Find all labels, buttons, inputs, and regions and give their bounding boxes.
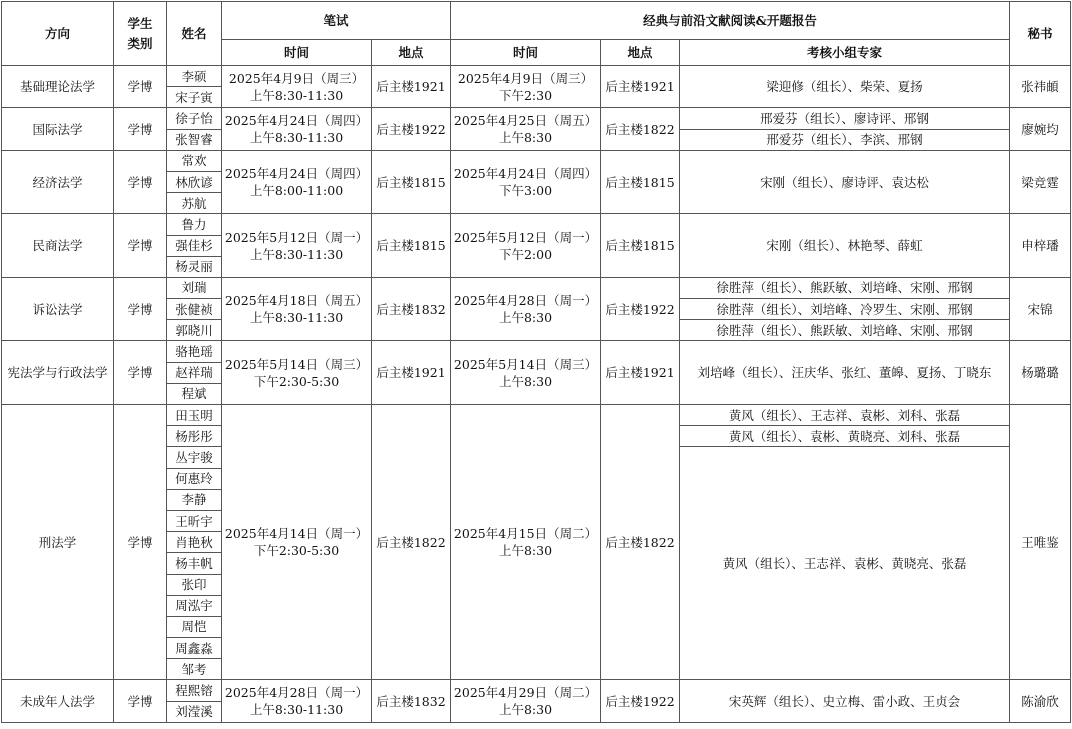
written-time-line: 2025年4月9日（周三） — [228, 70, 365, 86]
student-type-cell: 学博 — [114, 66, 167, 108]
written-time-cell — [222, 150, 372, 214]
classic-time-cell — [451, 108, 601, 150]
name-cell: 刘滢溪 — [167, 701, 222, 722]
written-time-line: 2025年4月28日（周一） — [224, 685, 369, 701]
header-name: 姓名 — [167, 2, 222, 66]
written-time-line: 上午8:30-11:30 — [249, 702, 344, 718]
direction-cell: 未成年人法学 — [2, 680, 114, 722]
experts-cell: 宋英辉（组长）、史立梅、雷小政、王贞会 — [680, 680, 1010, 722]
written-place-cell: 后主楼1815 — [372, 150, 451, 214]
experts-cell: 邢爱芬（组长）、李滨、邢钢 — [680, 129, 1010, 150]
secretary-cell: 王唯鉴 — [1010, 405, 1071, 680]
experts-cell: 宋刚（组长）、廖诗评、袁达松 — [680, 150, 1010, 214]
written-time-cell — [222, 405, 372, 680]
student-type-cell: 学博 — [114, 277, 167, 341]
name-cell: 刘瑞 — [167, 277, 222, 298]
written-time-cell — [222, 66, 372, 108]
table-row — [2, 680, 1071, 701]
secretary-cell: 杨璐璐 — [1010, 341, 1071, 405]
name-cell: 邹考 — [167, 659, 222, 680]
classic-time-line: 2025年4月24日（周四） — [453, 166, 598, 182]
header-experts: 考核小组专家 — [680, 40, 1010, 66]
written-place-cell: 后主楼1922 — [372, 108, 451, 150]
written-time-cell — [222, 277, 372, 341]
header-direction: 方向 — [2, 2, 114, 66]
classic-place-cell: 后主楼1815 — [601, 150, 680, 214]
name-cell: 张智睿 — [167, 129, 222, 150]
header-place2: 地点 — [601, 40, 680, 66]
name-cell: 张印 — [167, 574, 222, 595]
name-cell: 李硕 — [167, 66, 222, 87]
secretary-cell: 宋锦 — [1010, 277, 1071, 341]
experts-cell: 徐胜萍（组长）、熊跃敏、刘培峰、宋刚、邢钢 — [680, 320, 1010, 341]
classic-time-line: 上午8:30 — [498, 130, 553, 146]
table-body — [2, 66, 1071, 723]
direction-cell: 宪法学与行政法学 — [2, 341, 114, 405]
experts-cell: 刘培峰（组长）、汪庆华、张红、董皞、夏扬、丁晓东 — [680, 341, 1010, 405]
direction-cell: 基础理论法学 — [2, 66, 114, 108]
classic-time-line: 下午3:00 — [498, 183, 553, 199]
name-cell: 骆艳瑶 — [167, 341, 222, 362]
header-time: 时间 — [222, 40, 372, 66]
name-cell: 周恺 — [167, 616, 222, 637]
classic-time-line: 上午8:30 — [498, 543, 553, 559]
written-time-line: 2025年5月12日（周一） — [224, 229, 369, 245]
classic-time-line: 下午2:30 — [498, 87, 553, 103]
name-cell: 何惠玲 — [167, 468, 222, 489]
experts-cell: 黄风（组长）、袁彬、黄晓亮、刘科、张磊 — [680, 426, 1010, 447]
name-cell: 丛宇骏 — [167, 447, 222, 468]
student-type-cell: 学博 — [114, 341, 167, 405]
classic-time-line: 上午8:30 — [498, 702, 553, 718]
written-place-cell: 后主楼1921 — [372, 341, 451, 405]
name-cell: 杨彤彤 — [167, 426, 222, 447]
name-cell: 周泓宇 — [167, 595, 222, 616]
classic-time-cell — [451, 150, 601, 214]
header-classic: 经典与前沿文献阅读&开题报告 — [451, 2, 1010, 40]
written-time-cell — [222, 108, 372, 150]
written-time-cell — [222, 680, 372, 722]
table-row — [2, 108, 1071, 129]
experts-cell: 宋刚（组长）、林艳琴、薛虹 — [680, 214, 1010, 278]
classic-place-cell: 后主楼1922 — [601, 680, 680, 722]
written-time-line: 2025年4月14日（周一） — [224, 526, 369, 542]
header-student-type — [114, 2, 167, 66]
classic-place-cell: 后主楼1921 — [601, 66, 680, 108]
written-time-line: 上午8:30-11:30 — [249, 310, 344, 326]
classic-time-line: 2025年4月29日（周二） — [453, 685, 598, 701]
classic-place-cell: 后主楼1922 — [601, 277, 680, 341]
table-row — [2, 341, 1071, 362]
header-place: 地点 — [372, 40, 451, 66]
student-type-cell: 学博 — [114, 150, 167, 214]
name-cell: 赵祥瑞 — [167, 362, 222, 383]
written-time-line: 下午2:30-5:30 — [253, 373, 340, 389]
written-time-line: 下午2:30-5:30 — [253, 543, 340, 559]
classic-time-line: 上午8:30 — [498, 373, 553, 389]
classic-place-cell: 后主楼1822 — [601, 405, 680, 680]
experts-cell: 徐胜萍（组长）、刘培峰、冷罗生、宋刚、邢钢 — [680, 299, 1010, 320]
secretary-cell: 陈渝欣 — [1010, 680, 1071, 722]
experts-cell: 徐胜萍（组长）、熊跃敏、刘培峰、宋刚、邢钢 — [680, 277, 1010, 298]
schedule-table — [1, 1, 1071, 723]
written-time-cell — [222, 341, 372, 405]
written-time-line: 上午8:30-11:30 — [249, 87, 344, 103]
written-time-line: 2025年4月24日（周四） — [224, 113, 369, 129]
direction-cell: 国际法学 — [2, 108, 114, 150]
header-student-type-text: 学生 类别 — [127, 15, 153, 51]
written-time-line: 上午8:30-11:30 — [249, 130, 344, 146]
classic-time-line: 2025年4月9日（周三） — [457, 70, 594, 86]
student-type-cell: 学博 — [114, 108, 167, 150]
classic-time-cell — [451, 214, 601, 278]
written-place-cell: 后主楼1815 — [372, 214, 451, 278]
table-row — [2, 66, 1071, 87]
name-cell: 鲁力 — [167, 214, 222, 235]
name-cell: 杨丰帆 — [167, 553, 222, 574]
direction-cell: 刑法学 — [2, 405, 114, 680]
written-time-line: 2025年4月24日（周四） — [224, 166, 369, 182]
header-secretary: 秘书 — [1010, 2, 1071, 66]
header-written: 笔试 — [222, 2, 451, 40]
written-time-line: 上午8:00-11:00 — [249, 183, 344, 199]
name-cell: 杨灵丽 — [167, 256, 222, 277]
table-row — [2, 150, 1071, 171]
written-time-line: 2025年5月14日（周三） — [224, 356, 369, 372]
experts-cell: 黄风（组长）、王志祥、袁彬、黄晓亮、张磊 — [680, 447, 1010, 680]
classic-time-line: 下午2:00 — [498, 246, 553, 262]
classic-time-cell — [451, 66, 601, 108]
classic-time-line: 2025年4月28日（周一） — [453, 293, 598, 309]
student-type-cell: 学博 — [114, 405, 167, 680]
classic-time-cell — [451, 680, 601, 722]
written-place-cell: 后主楼1822 — [372, 405, 451, 680]
classic-time-line: 2025年4月25日（周五） — [453, 113, 598, 129]
secretary-cell: 梁竞霆 — [1010, 150, 1071, 214]
table-row — [2, 405, 1071, 426]
name-cell: 苏航 — [167, 193, 222, 214]
name-cell: 常欢 — [167, 150, 222, 171]
written-place-cell: 后主楼1832 — [372, 277, 451, 341]
header-time2: 时间 — [451, 40, 601, 66]
table-row — [2, 214, 1071, 235]
name-cell: 郭晓川 — [167, 320, 222, 341]
name-cell: 肖艳秋 — [167, 532, 222, 553]
classic-place-cell: 后主楼1921 — [601, 341, 680, 405]
classic-place-cell: 后主楼1822 — [601, 108, 680, 150]
classic-time-line: 2025年4月15日（周二） — [453, 526, 598, 542]
experts-cell: 邢爱芬（组长）、廖诗评、邢钢 — [680, 108, 1010, 129]
classic-time-cell — [451, 341, 601, 405]
name-cell: 程斌 — [167, 383, 222, 404]
written-time-cell — [222, 214, 372, 278]
name-cell: 王昕宇 — [167, 510, 222, 531]
name-cell: 徐子怡 — [167, 108, 222, 129]
written-time-line: 上午8:30-11:30 — [249, 246, 344, 262]
name-cell: 程熙镕 — [167, 680, 222, 701]
classic-time-cell — [451, 277, 601, 341]
classic-time-cell — [451, 405, 601, 680]
classic-time-line: 2025年5月12日（周一） — [453, 229, 598, 245]
direction-cell: 民商法学 — [2, 214, 114, 278]
secretary-cell: 廖婉均 — [1010, 108, 1071, 150]
secretary-cell: 申梓璠 — [1010, 214, 1071, 278]
student-type-cell: 学博 — [114, 214, 167, 278]
direction-cell: 经济法学 — [2, 150, 114, 214]
name-cell: 李静 — [167, 489, 222, 510]
classic-time-line: 上午8:30 — [498, 310, 553, 326]
written-place-cell: 后主楼1921 — [372, 66, 451, 108]
direction-cell: 诉讼法学 — [2, 277, 114, 341]
name-cell: 田玉明 — [167, 405, 222, 426]
classic-place-cell: 后主楼1815 — [601, 214, 680, 278]
student-type-cell: 学博 — [114, 680, 167, 722]
header-row-1 — [2, 2, 1071, 40]
name-cell: 周鑫淼 — [167, 638, 222, 659]
classic-time-line: 2025年5月14日（周三） — [453, 356, 598, 372]
name-cell: 林欣谚 — [167, 171, 222, 192]
secretary-cell: 张祎頔 — [1010, 66, 1071, 108]
written-place-cell: 后主楼1832 — [372, 680, 451, 722]
name-cell: 宋子寅 — [167, 87, 222, 108]
experts-cell: 黄风（组长）、王志祥、袁彬、刘科、张磊 — [680, 405, 1010, 426]
table-row — [2, 277, 1071, 298]
written-time-line: 2025年4月18日（周五） — [224, 293, 369, 309]
experts-cell: 梁迎修（组长）、柴荣、夏扬 — [680, 66, 1010, 108]
name-cell: 张健祯 — [167, 299, 222, 320]
name-cell: 强佳杉 — [167, 235, 222, 256]
